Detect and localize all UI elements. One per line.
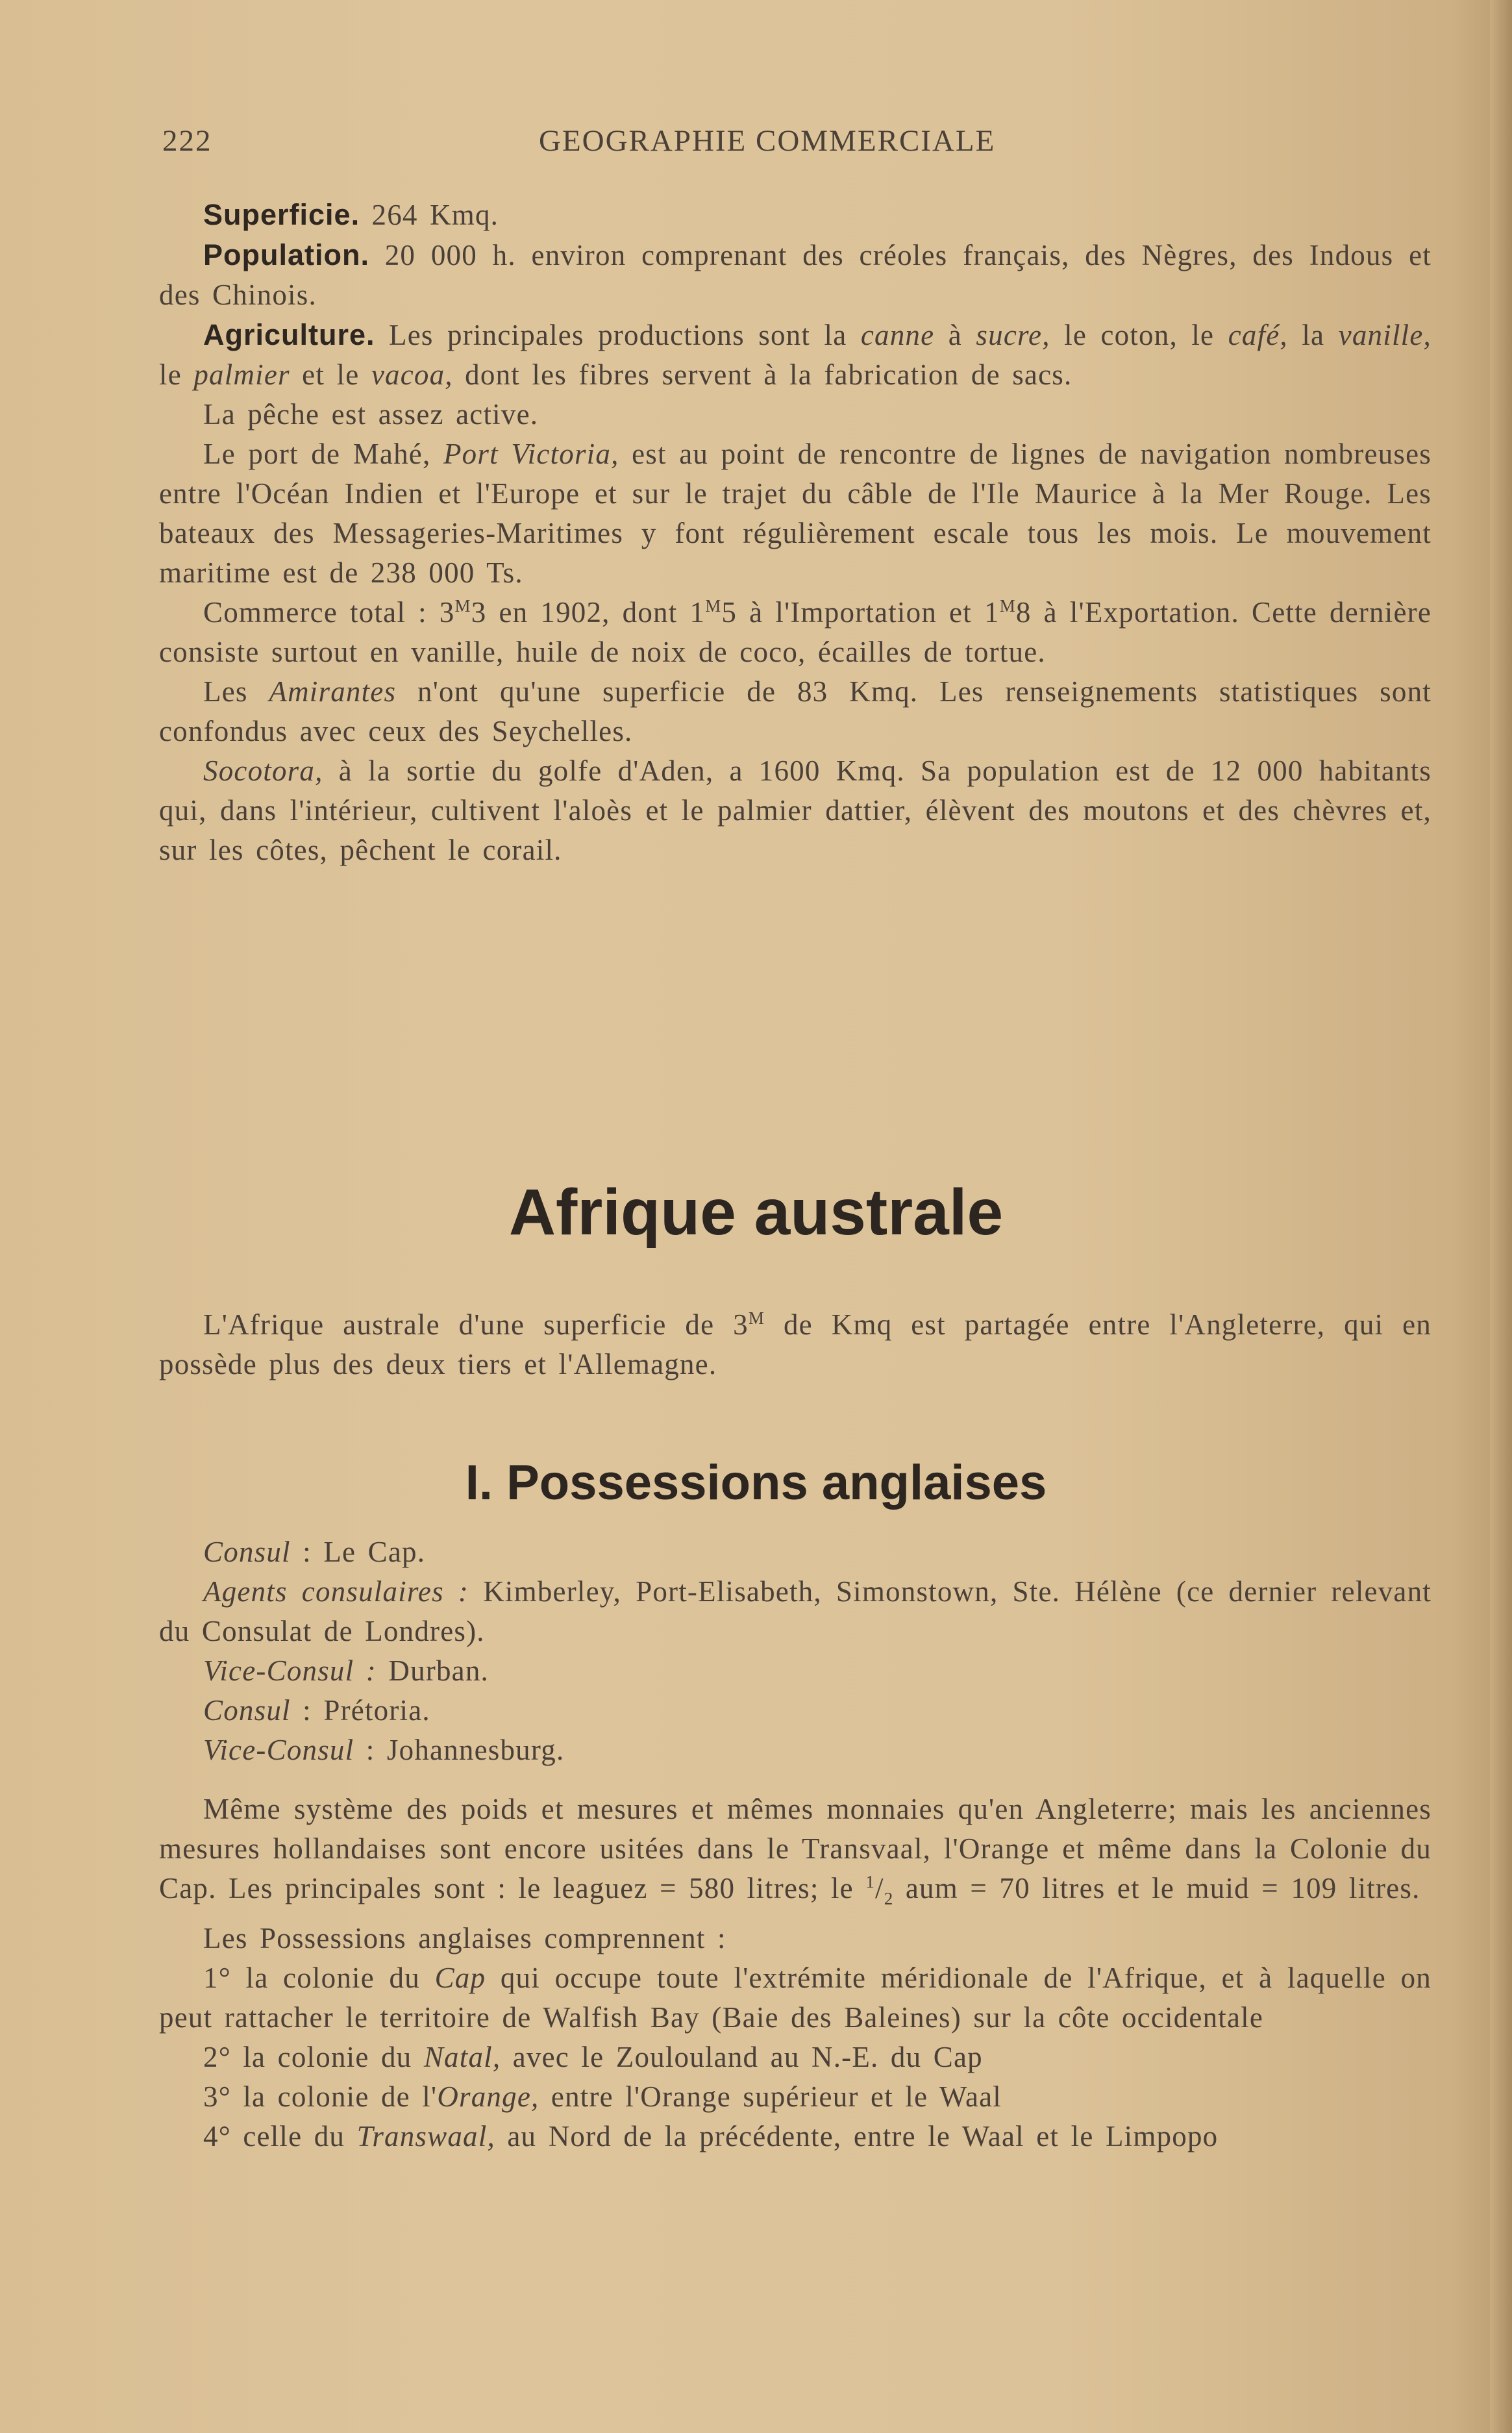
list-item-natal (159, 2038, 1431, 2077)
seychelles-section (159, 195, 1431, 870)
list-item-orange (159, 2077, 1431, 2117)
agents-line (159, 1572, 1431, 1651)
item-text: 2° la colonie du (203, 2041, 424, 2073)
running-header (162, 123, 1058, 162)
agr-canne: canne (860, 319, 935, 351)
commerce-sup: M (454, 596, 471, 616)
port-paragraph (159, 434, 1431, 593)
port-victoria: Port Victoria, (443, 438, 619, 470)
socotora-name: Socotora, (203, 755, 323, 787)
list-item-cap (159, 1958, 1431, 2038)
section-title-afrique-australe: Afrique australe (508, 1176, 1004, 1249)
running-title: GEOGRAPHIE COMMERCIALE (539, 124, 996, 158)
commerce-text: Commerce total : 3 (203, 596, 455, 629)
consul-value: : Prétoria. (290, 1694, 430, 1727)
population-label: Population. (203, 238, 369, 271)
section-title-possessions-anglaises: I. Possessions anglaises (465, 1455, 1047, 1510)
item-text: au Nord de la précédente, entre le Waal et le Limpopo (495, 2120, 1219, 2152)
commerce-sup: M (705, 596, 722, 616)
superficie-paragraph (159, 195, 1431, 235)
agr-palmier: palmier (193, 358, 290, 391)
possessions-section (159, 1532, 1431, 2156)
item-name: Orange, (437, 2080, 539, 2113)
agr-text: et le (290, 358, 371, 391)
population-text: 20 000 h. environ comprenant des créoles français, des Nègres, des Indous et des Chinois. (159, 239, 1431, 311)
commerce-text: 8 à l'Exportation. Cette dernière consiste surtout en vanille, huile de noix de coco, écailles de tortue. (159, 596, 1431, 668)
intro-text: L'Afrique australe d'une superficie de 3 (203, 1308, 749, 1341)
agr-text: Les principales productions sont la (375, 319, 861, 351)
amirantes-paragraph (159, 672, 1431, 751)
item-text: 1° la colonie du (203, 1962, 435, 1994)
superficie-label: Superficie. (203, 198, 360, 231)
vice-consul-johannesburg-line (159, 1730, 1431, 1770)
agriculture-paragraph (159, 315, 1431, 395)
agr-sucre: sucre, (976, 319, 1050, 351)
item-text: avec le Zoulouland au N.-E. du Cap (501, 2041, 983, 2073)
fraction-numerator: 1 (865, 1872, 876, 1891)
item-text: entre l'Orange supérieur et le Waal (539, 2080, 1002, 2113)
amirantes-text: Les (203, 675, 269, 708)
socotora-paragraph (159, 751, 1431, 870)
agr-text: le coton, le (1050, 319, 1228, 351)
consul-label: Consul (203, 1536, 291, 1568)
intro-text: de Kmq est partagée entre l'Angleterre, qui en possède plus des deux tiers et l'Allemagne. (159, 1308, 1431, 1380)
item-text: qui occupe toute l'extrémite méridionale de l'Afrique, et à laquelle on peut rattacher le territoire de Walfish Bay (Baie des Baleines) sur la côte occidentale (159, 1962, 1431, 2034)
afrique-intro-paragraph (159, 1305, 1431, 1384)
systeme-text: Même système des poids et mesures et mêmes monnaies qu'en Angleterre; mais les anciennes mesures hollandaises sont encore usitées dans le Transvaal, l'Orange et même dans la Colonie du Cap. Les principales sont : le leaguez = 580 litres; le (159, 1793, 1431, 1904)
consul-line (159, 1532, 1431, 1572)
comprennent-paragraph: Les Possessions anglaises comprennent : (203, 1922, 726, 1954)
consul-label: Consul (203, 1694, 291, 1727)
vice-consul-label: Vice-Consul : (203, 1654, 377, 1687)
intro-sup: M (748, 1308, 765, 1328)
fraction-denominator: 2 (884, 1889, 894, 1908)
agents-value: Kimberley, Port-Elisabeth, Simonstown, Ste. Hélène (ce dernier relevant du Consulat de Londres). (159, 1575, 1431, 1647)
agr-vanille: vanille, (1338, 319, 1431, 351)
agr-text: la (1287, 319, 1339, 351)
superficie-text: 264 Kmq. (360, 199, 499, 231)
commerce-text: 3 en 1902, dont 1 (471, 596, 706, 629)
list-item-transwaal (159, 2117, 1431, 2156)
commerce-sup: M (999, 596, 1016, 616)
agr-text: à (934, 319, 976, 351)
amirantes-text: n'ont qu'une superficie de 83 Kmq. Les renseignements statistiques sont confondus avec ceux des Seychelles. (159, 675, 1431, 747)
consul-pretoria-line (159, 1691, 1431, 1730)
vice-consul-durban-line (159, 1651, 1431, 1691)
agr-text: dont les fibres servent à la fabrication de sacs. (452, 358, 1072, 391)
commerce-paragraph (159, 593, 1431, 672)
agr-text: le (159, 358, 194, 391)
systeme-text: aum = 70 litres et le muid = 109 litres. (893, 1872, 1420, 1904)
item-name: Cap (434, 1962, 486, 1994)
item-name: Transwaal, (356, 2120, 495, 2152)
agriculture-label: Agriculture. (203, 318, 375, 351)
agr-cafe: café, (1228, 319, 1288, 351)
consul-value: : Le Cap. (290, 1536, 426, 1568)
amirantes-name: Amirantes (269, 675, 397, 708)
population-paragraph (159, 235, 1431, 315)
item-text: 3° la colonie de l' (203, 2080, 438, 2113)
page-number: 222 (162, 124, 212, 158)
socotora-text: à la sortie du golfe d'Aden, a 1600 Kmq. Sa population est de 12 000 habitants qui, dans l'intérieur, cultivent l'aloès et le palmier dattier, élèvent des moutons et des chèvres et, sur les côtes, pêchent le corail. (159, 755, 1431, 866)
agr-vacoa: vacoa, (371, 358, 453, 391)
agents-label: Agents consulaires : (203, 1575, 469, 1608)
vice-consul-label: Vice-Consul (203, 1734, 354, 1766)
port-text: est au point de rencontre de lignes de navigation nombreuses entre l'Océan Indien et l'Europe et sur le trajet du câble de l'Ile Maurice à la Mer Rouge. Les bateaux des Messageries-Maritimes y font régulièrement escale tous les mois. Le mouvement maritime est de 238 000 Ts. (159, 438, 1431, 589)
vice-consul-value: : Johannesburg. (354, 1734, 565, 1766)
systeme-paragraph: Même système des poids et mesures et mêmes monnaies qu'en Angleterre; mais les anciennes mesures hollandaises sont encore usitées dans le Transvaal, l'Orange et même dans la Colonie du Cap. Les principales sont : le leaguez = 580 litres; le $^1/_2$ aum = 70 litres et le muid = 109 litres. (159, 1793, 1431, 1908)
peche-paragraph: La pêche est assez active. (203, 398, 539, 430)
port-text: Le port de Mahé, (203, 438, 443, 470)
item-text: 4° celle du (203, 2120, 357, 2152)
afrique-intro (159, 1305, 1431, 1384)
commerce-text: 5 à l'Importation et 1 (721, 596, 1000, 629)
item-name: Natal, (423, 2041, 501, 2073)
vice-consul-value: Durban. (376, 1654, 490, 1687)
